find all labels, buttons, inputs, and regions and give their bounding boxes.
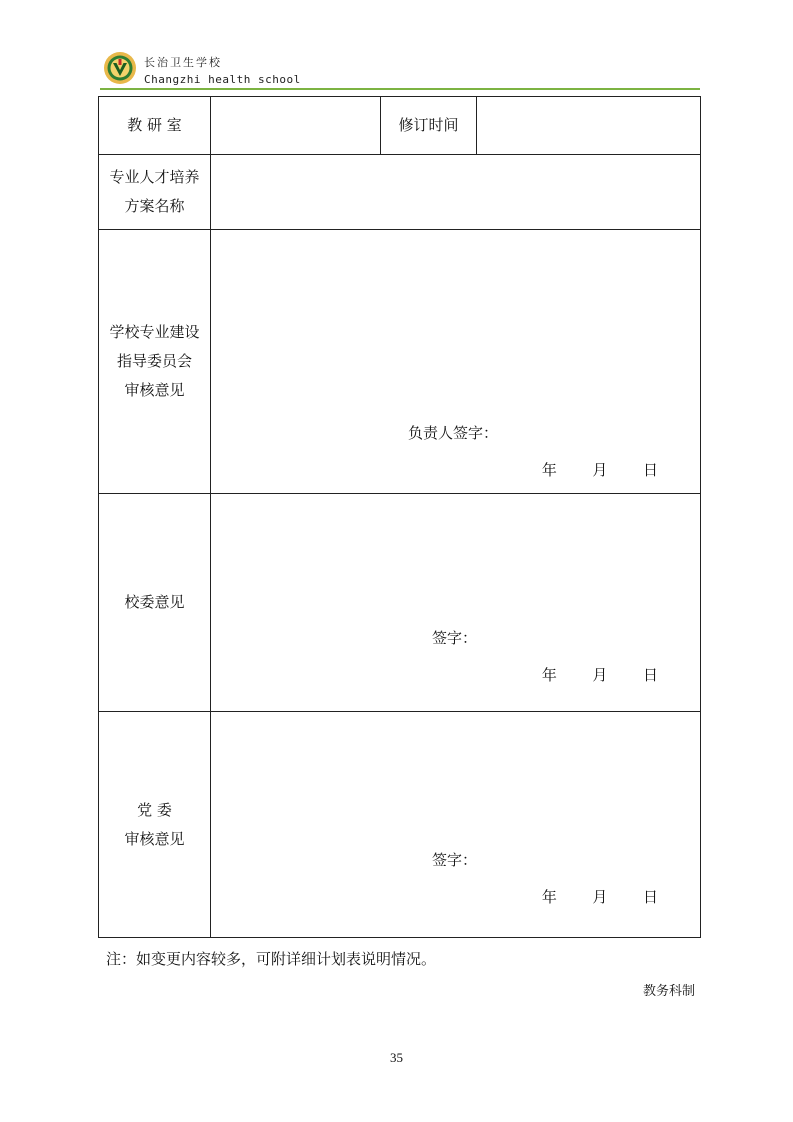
date-line (542, 459, 658, 480)
signature-label: 签字： (432, 629, 478, 647)
label-line: 指导委员会 (116, 352, 192, 370)
label-line: 专业人才培养 (109, 168, 200, 186)
school-committee-field[interactable] (211, 494, 701, 712)
committee-review-field[interactable] (211, 230, 701, 494)
label-line: 学校专业建设 (109, 323, 200, 341)
table-row (99, 97, 701, 155)
table-row (99, 712, 701, 938)
label-line: 审核意见 (124, 829, 185, 848)
date-line (542, 886, 658, 907)
footnote: 注：如变更内容较多，可附详细计划表说明情况。 (106, 950, 437, 968)
responsible-signature-label: 负责人签字： (408, 424, 499, 442)
year-label: 年 (541, 666, 557, 684)
page-number: 35 (390, 1050, 403, 1065)
committee-review-label (99, 230, 211, 494)
day-label: 日 (642, 461, 658, 479)
date-line (542, 664, 658, 685)
day-label: 日 (642, 888, 658, 906)
revision-time-label: 修订时间 (381, 97, 477, 155)
year-label: 年 (541, 888, 557, 906)
issuer-label: 教务科制 (642, 984, 695, 999)
label-line: 党 委 (137, 800, 172, 819)
header-divider (100, 88, 700, 90)
table-row (99, 230, 701, 494)
teaching-office-field[interactable] (211, 97, 381, 155)
school-committee-label: 校委意见 (99, 494, 211, 712)
day-label: 日 (642, 666, 658, 684)
label-line: 审核意见 (124, 381, 185, 399)
program-name-label (99, 155, 211, 230)
revision-time-field[interactable] (477, 97, 701, 155)
signature-label: 签字： (432, 851, 478, 869)
table-row (99, 494, 701, 712)
school-emblem-icon (103, 51, 137, 85)
program-name-field[interactable] (211, 155, 701, 230)
label-line: 方案名称 (124, 197, 185, 215)
table-row (99, 155, 701, 230)
page-header (100, 46, 700, 90)
month-label: 月 (592, 461, 608, 479)
party-committee-label (99, 712, 211, 938)
month-label: 月 (592, 888, 608, 906)
school-name-cn: 长治卫生学校 (144, 56, 222, 69)
party-committee-field[interactable] (211, 712, 701, 938)
teaching-office-label: 教 研 室 (99, 97, 211, 155)
year-label: 年 (541, 461, 557, 479)
school-name-en: Changzhi health school (144, 73, 301, 86)
month-label: 月 (592, 666, 608, 684)
review-form-table (98, 96, 701, 938)
